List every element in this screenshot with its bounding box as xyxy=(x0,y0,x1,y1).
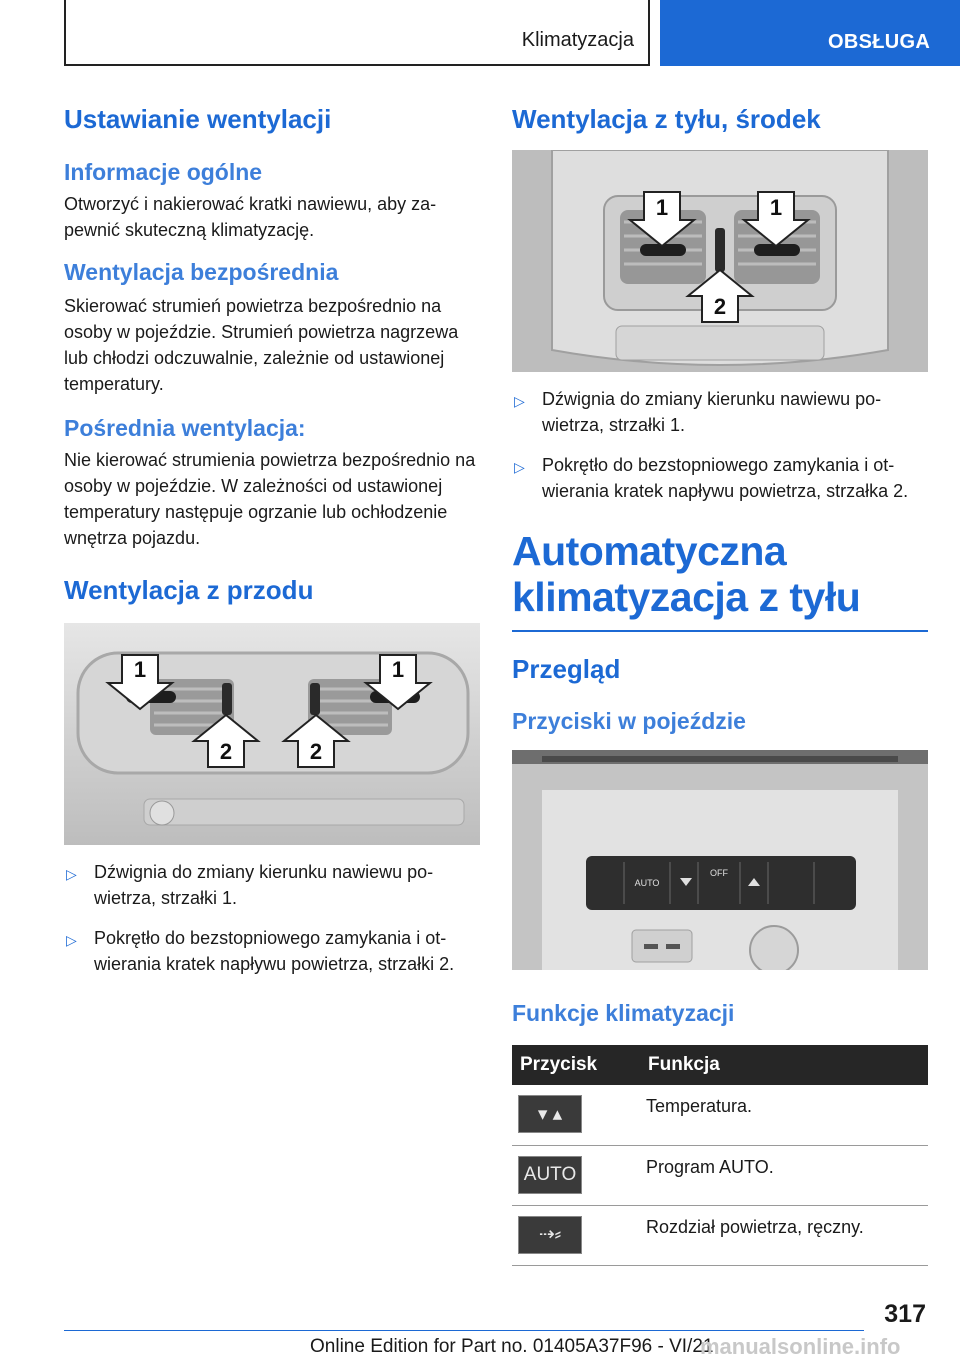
panel-auto-label: AUTO xyxy=(634,878,660,888)
list-item: ▷ Dźwignia do zmiany kierunku nawiewu powietrza, strzałki 1. xyxy=(66,862,434,908)
section-title: Klimatyzacja xyxy=(521,29,634,51)
front-vents-photo xyxy=(64,623,480,845)
list-item: ▷ Dźwignia do zmiany kierunku nawiewu powietrza, strzałki 1. xyxy=(514,389,882,435)
rear-climate-panel-photo xyxy=(512,750,928,970)
left-column xyxy=(64,100,480,991)
heading-general-info: Informacje ogólne xyxy=(64,159,263,185)
climate-functions-table xyxy=(512,1045,928,1266)
heading-front-ventilation: Wentylacja z przodu xyxy=(64,575,314,605)
table-cell-function: Temperatura. xyxy=(642,1085,928,1145)
heading-indirect-ventilation: Pośrednia wentylacja: xyxy=(64,415,306,441)
page-number: 317 xyxy=(884,1300,926,1328)
heading-underline xyxy=(512,630,928,632)
air-distribution-icon: ⇢⸗ xyxy=(518,1216,582,1254)
text-direct-ventilation: Skierować strumień powietrza bezpośrednio na osoby w pojeździe. Strumień powietrza nagrzewa lub chłodzi odczuwalnie, zależnie od ustawionej temperatury. xyxy=(64,296,459,394)
footer-edition-text: Online Edition for Part no. 01405A37F96 - VI/21 xyxy=(310,1336,714,1357)
triangle-bullet-icon: ▷ xyxy=(514,459,525,475)
header-section-box xyxy=(64,0,650,66)
triangle-bullet-icon: ▷ xyxy=(66,932,77,948)
list-item: ▷ Pokrętło do bezstopniowego zamykania i otwierania kratek napływu powietrza, strzałka 2. xyxy=(514,455,909,501)
rear-label-1-right: 1 xyxy=(769,195,783,220)
heading-rear-center-ventilation: Wentylacja z tyłu, środek xyxy=(512,104,821,134)
rear-label-1-left: 1 xyxy=(655,195,669,220)
heading-direct-ventilation: Wentylacja bezpośrednia xyxy=(64,259,339,285)
heading-rear-auto-climate: Automatyczna klimatyzacja z tyłu xyxy=(512,528,861,620)
text-indirect-ventilation: Nie kierować strumienia powietrza bezpośrednio na osoby w pojeździe. W zależności od ustawionej temperatury następuje ogrzanie lub ochłodzenie wnętrza pojazdu. xyxy=(64,450,476,548)
triangle-bullet-icon: ▷ xyxy=(514,393,525,409)
rear-bullet-list xyxy=(512,386,928,504)
front-bullet-list xyxy=(64,859,480,977)
footer-rule xyxy=(64,1330,864,1331)
chapter-tab-label: OBSŁUGA xyxy=(828,31,931,53)
right-column xyxy=(512,100,928,1266)
auto-button-icon: AUTO xyxy=(518,1156,582,1194)
table-row xyxy=(512,1205,928,1265)
heading-overview: Przegląd xyxy=(512,654,621,684)
table-row xyxy=(512,1085,928,1145)
triangle-bullet-icon: ▷ xyxy=(66,866,77,882)
rear-label-2: 2 xyxy=(713,294,727,319)
table-header-button: Przycisk xyxy=(512,1045,642,1085)
front-label-2-right: 2 xyxy=(309,739,323,764)
temperature-up-down-icon: ▾ ▴ xyxy=(518,1095,582,1133)
table-cell-function: Program AUTO. xyxy=(642,1145,928,1205)
heading-buttons-in-vehicle: Przyciski w pojeździe xyxy=(512,708,746,734)
front-label-1-right: 1 xyxy=(391,657,405,682)
heading-ventilation: Ustawianie wentylacji xyxy=(64,104,332,134)
rear-center-vents-photo xyxy=(512,150,928,372)
panel-off-label: OFF xyxy=(710,868,728,878)
watermark: manualsonline.info xyxy=(700,1334,901,1359)
front-label-2-left: 2 xyxy=(219,739,233,764)
chapter-tab[interactable] xyxy=(660,0,960,66)
list-item: ▷ Pokrętło do bezstopniowego zamykania i otwierania kratek napływu powietrza, strzałki 2. xyxy=(66,928,455,974)
front-label-1-left: 1 xyxy=(133,657,147,682)
text-general-info: Otworzyć i nakierować kratki nawiewu, aby zapewnić skuteczną klimatyzację. xyxy=(64,194,437,240)
table-cell-function: Rozdział powietrza, ręczny. xyxy=(642,1205,928,1265)
heading-climate-functions: Funkcje klimatyzacji xyxy=(512,1000,735,1026)
table-header-function: Funkcja xyxy=(642,1045,928,1085)
table-row xyxy=(512,1145,928,1205)
